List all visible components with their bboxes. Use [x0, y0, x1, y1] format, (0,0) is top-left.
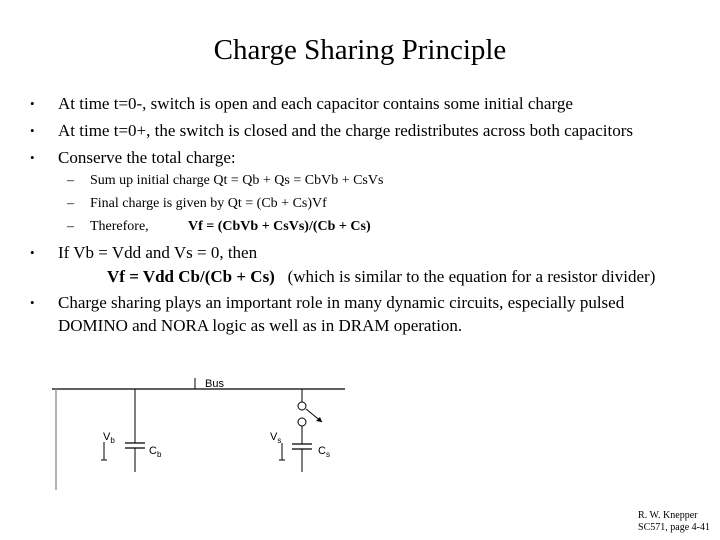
sub-bullet-text: Final charge is given by Qt = (Cb + Cs)Vf — [90, 196, 327, 211]
sub-bullet-item — [67, 192, 327, 216]
slide-footer — [638, 510, 710, 534]
charge-sharing-circuit-diagram — [0, 350, 380, 490]
dash-icon: – — [67, 219, 74, 234]
vf-equation-line — [107, 265, 655, 289]
dash-icon: – — [67, 196, 74, 211]
bullet-text: At time t=0+, the switch is closed and the charge redistributes across both capacitors — [58, 121, 633, 140]
bullet-icon: • — [30, 150, 35, 165]
vb-label: $V_b$ — [103, 431, 115, 445]
bullet-text: At time t=0-, switch is open and each capacitor contains some initial charge — [58, 94, 573, 113]
vf-note: (which is similar to the equation for a resistor divider) — [287, 267, 656, 286]
bus-label: Bus — [205, 378, 224, 390]
vs-label: $V_s$ — [270, 431, 282, 445]
switch-contact-top — [298, 402, 306, 410]
dash-icon: – — [67, 173, 74, 188]
bullet-icon: • — [30, 123, 35, 138]
sub-bullet-item — [67, 215, 371, 239]
bullet-item — [30, 119, 633, 143]
bullet-text: Charge sharing plays an important role in many dynamic circuits, especially pulsed — [58, 293, 625, 312]
bullet-icon: • — [30, 96, 35, 111]
bullet-icon: • — [30, 245, 35, 260]
therefore-label: Therefore, — [90, 219, 149, 234]
slide-title: Charge Sharing Principle — [213, 34, 507, 66]
cs-label: $C_s$ — [318, 445, 330, 459]
bullet-icon: • — [30, 295, 35, 310]
vf-equation: Vf = Vdd Cb/(Cb + Cs) — [107, 267, 275, 286]
bullet-text: If Vb = Vdd and Vs = 0, then — [58, 243, 258, 262]
sub-bullet-text: Sum up initial charge Qt = Qb + Qs = CbVb + CsVs — [90, 173, 384, 188]
cb-label: $C_b$ — [149, 445, 162, 459]
bullet-item — [30, 92, 573, 116]
footer-page: SC571, page 4-41 — [638, 522, 710, 533]
bullet-text: Conserve the total charge: — [58, 148, 236, 167]
bullet-continuation — [58, 314, 462, 338]
bullet-item — [30, 146, 236, 170]
switch-contact-bottom — [298, 418, 306, 426]
bullet-item — [30, 291, 624, 315]
bullet-item — [30, 241, 257, 265]
bullet-text: DOMINO and NORA logic as well as in DRAM operation. — [58, 316, 463, 335]
sub-bullet-item — [67, 169, 383, 193]
therefore-equation: Vf = (CbVb + CsVs)/(Cb + Cs) — [188, 219, 371, 234]
footer-author: R. W. Knepper — [638, 510, 698, 521]
